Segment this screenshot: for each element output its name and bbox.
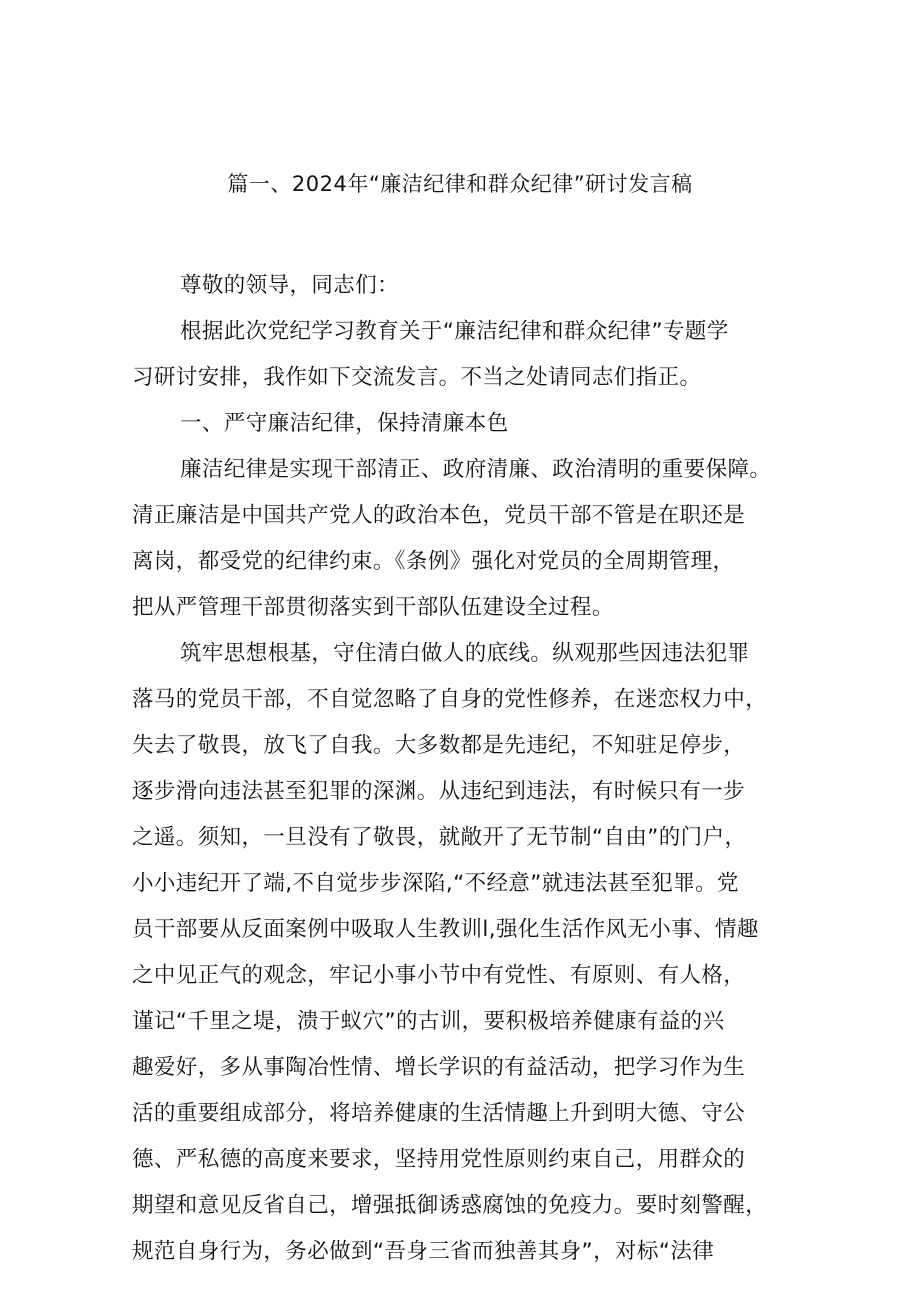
body-line: 习研讨安排，我作如下交流发言。不当之处请同志们指正。 bbox=[132, 365, 702, 390]
body-line: 德、严私德的高度来要求，坚持用党性原则约束自己，用群众的 bbox=[132, 1147, 746, 1172]
body-line: 把从严管理干部贯彻落实到干部队伍建设全过程。 bbox=[132, 595, 614, 620]
body-line: 离岗，都受党的纪律约束。《条例》强化对党员的全周期管理， bbox=[132, 549, 735, 574]
salutation: 尊敬的领导，同志们： bbox=[180, 273, 400, 298]
body-line: 趣爱好，多从事陶冶性情、增长学识的有益活动，把学习作为生 bbox=[132, 1055, 746, 1080]
body-line: 员干部要从反面案例中吸取人生教训l,强化生活作风无小事、情趣 bbox=[132, 917, 759, 942]
section-heading: 一、严守廉洁纪律，保持清廉本色 bbox=[180, 411, 509, 436]
body-line: 根据此次党纪学习教育关于“廉洁纪律和群众纪律”专题学 bbox=[180, 319, 729, 344]
body-line: 之遥。须知，一旦没有了敬畏，就敞开了无节制“自由”的门户， bbox=[132, 825, 747, 850]
body-line: 筑牢思想根基，守住清白做人的底线。纵观那些因违法犯罪 bbox=[180, 641, 750, 666]
body-line: 廉洁纪律是实现干部清正、政府清廉、政治清明的重要保障。 bbox=[180, 457, 772, 482]
body-line: 失去了敬畏，放飞了自我。大多数都是先违纪，不知驻足停步， bbox=[132, 733, 746, 758]
body-line: 清正廉洁是中国共产党人的政治本色，党员干部不管是在职还是 bbox=[132, 503, 746, 528]
body-line: 谨记“千里之堤，溃于蚁穴”的古训，要积极培养健康有益的兴 bbox=[132, 1009, 725, 1034]
document-title: 篇一、2024年“廉洁纪律和群众纪律”研讨发言稿 bbox=[227, 172, 693, 196]
body-line: 规范自身行为，务必做到“吾身三省而独善其身”，对标“法律 bbox=[132, 1239, 715, 1264]
body-line: 期望和意见反省自己，增强抵御诱惑腐蚀的免疫力。要时刻警醒， bbox=[132, 1193, 768, 1218]
body-line: 小小违纪开了端,不自觉步步深陷,“不经意”就违法甚至犯罪。党 bbox=[132, 871, 739, 896]
body-line: 活的重要组成部分，将培养健康的生活情趣上升到明大德、守公 bbox=[132, 1101, 746, 1126]
body-line: 逐步滑向违法甚至犯罪的深渊。从违纪到违法，有时候只有一步 bbox=[132, 779, 746, 804]
body-line: 落马的党员干部，不自觉忽略了自身的党性修养，在迷恋权力中， bbox=[132, 687, 768, 712]
body-line: 之中见正气的观念，牢记小事小节中有党性、有原则、有人格， bbox=[132, 963, 746, 988]
